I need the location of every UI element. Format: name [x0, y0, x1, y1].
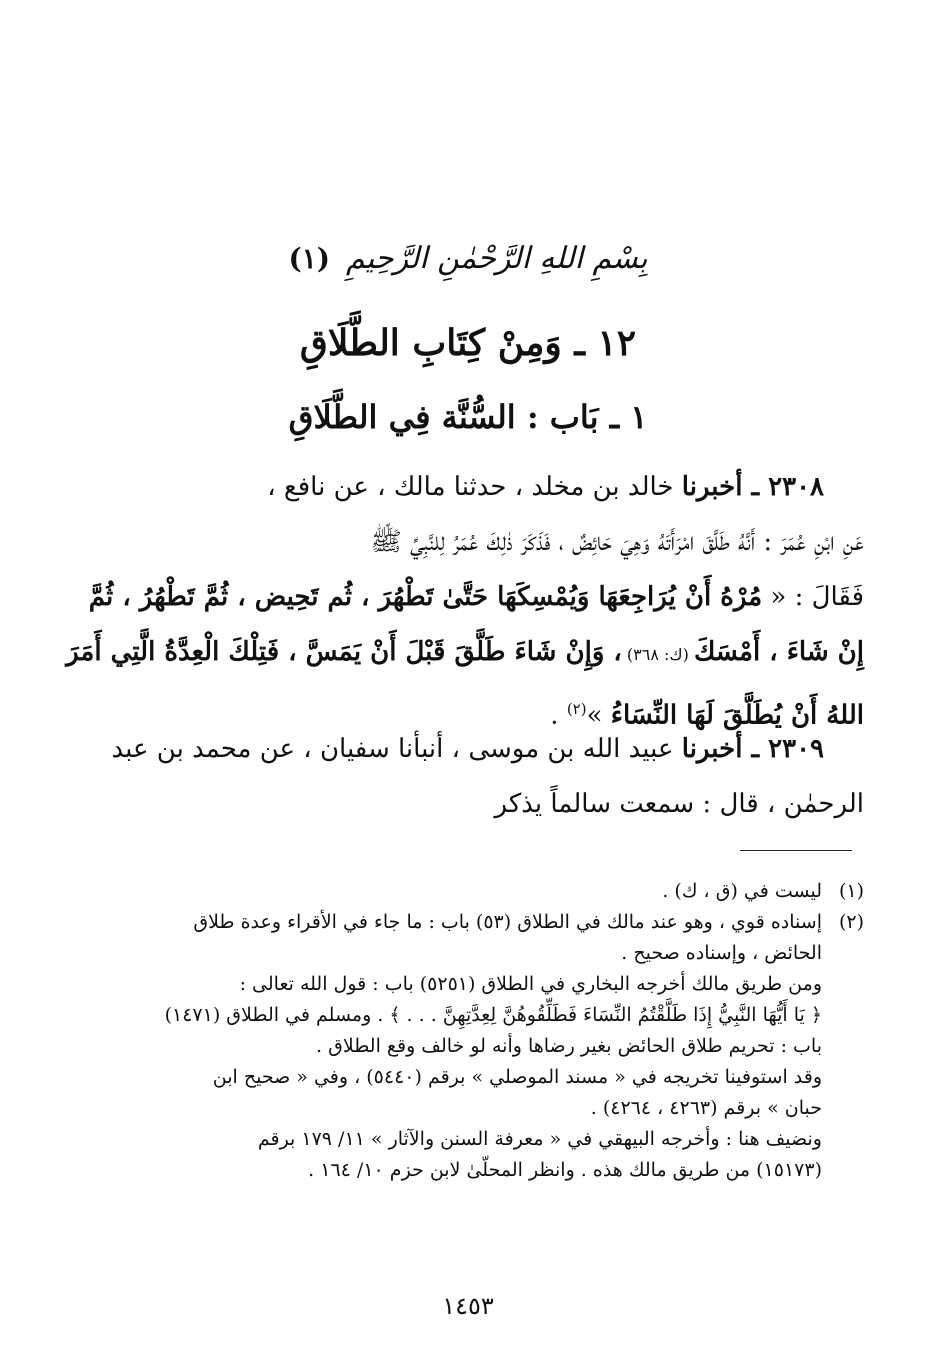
footnote-2-line: إسناده قوي ، وهو عند مالك في الطلاق (٥٣) باب : ما جاء في الأقراء وعدة طلاق	[193, 911, 822, 933]
hadith-2308-line-3	[72, 570, 864, 625]
footnote-2-body	[86, 907, 822, 1186]
footnote-2-line: الحائض ، وإسناده صحيح .	[621, 942, 822, 964]
footnote-separator	[740, 850, 852, 851]
hadith-2308-line-5-end: »	[586, 700, 611, 731]
hadith-2308-line-3-start: فَقَالَ : «	[762, 582, 864, 612]
hadith-2308-line-5-tail: .	[550, 700, 567, 731]
hadith-2308-chain: خالد بن مخلد ، حدثنا مالك ، عن نافع ،	[267, 472, 682, 502]
basmala-header	[0, 228, 936, 288]
hadith-2308-line-4	[66, 625, 864, 682]
hadith-2309-number: ٢٣٠٩ ـ أخبرنا	[681, 734, 824, 764]
footnote-1-number: (١)	[838, 880, 864, 902]
hadith-2308-line-1	[72, 460, 864, 515]
hadith-2309-line-2: الرحمٰن ، قال : سمعت سالماً يذكر	[494, 789, 864, 819]
hadith-2308-line-5-matn: اللهُ أَنْ يُطَلَّقَ لَهَا النِّسَاءُ	[610, 700, 864, 731]
hadith-2308-line-3-matn: مُرْهُ أَنْ يُرَاجِعَهَا وَيُمْسِكَهَا حَتَّىٰ تَطْهُرَ ، ثُم تَحِيض ، ثُمَّ تَطْهُرُ ، ثُمَّ	[88, 582, 763, 612]
footnote-1-text: ليست في (ق ، ك) .	[662, 880, 822, 902]
footnote-2-line: ونضيف هنا : وأخرجه البيهقي في « معرفة السنن والآثار » ١١/ ١٧٩ برقم	[257, 1128, 822, 1150]
hadith-2309	[72, 722, 864, 832]
page-number: ١٤٥٣	[442, 1292, 494, 1320]
footnote-2	[86, 907, 864, 1186]
footnote-1	[86, 876, 864, 907]
basmala-text: بِسْمِ اللهِ الرَّحْمٰنِ الرَّحِيمِ	[346, 240, 648, 276]
hadith-2308	[66, 460, 864, 744]
footnote-2-line: (١٥١٧٣) من طريق مالك هذه . وانظر المحلّىٰ لابن حزم ١٠/ ١٦٤ .	[308, 1159, 822, 1181]
hadith-2308-manuscript-note: (ك: ٣٦٨)	[621, 645, 694, 664]
chapter-title: ١٢ ـ وَمِنْ كِتَابِ الطَّلَاقِ	[299, 322, 637, 364]
footnote-2-line: باب : تحريم طلاق الحائض بغير رضاها وأنه لو خالف وقع الطلاق .	[316, 1035, 822, 1057]
basmala-footnote-marker: (١)	[288, 241, 331, 275]
footnote-2-line: حبان » برقم (٤٢٦٣ ، ٤٢٦٤) .	[590, 1097, 822, 1119]
hadith-2308-line-2: عَنِ ابْنِ عُمَرَ : أَنَّهُ طَلَّقَ امْرَأَتَهُ وَهِيَ حَائِضٌ ، فَذَكَرَ ذٰلِكَ عُمَرُ لِلنَّبِيِّ ﷺ	[370, 527, 864, 557]
hadith-2309-chain: عبيد الله بن موسى ، أنبأنا سفيان ، عن محمد بن عبد	[111, 734, 682, 764]
hadith-2309-line-1	[72, 722, 864, 777]
footnotes	[86, 876, 864, 1186]
hadith-2308-line-4-matn-a: إِنْ شَاءَ ، أَمْسَكَ	[693, 637, 864, 667]
section-title: ١ ـ بَاب : السُّنَّة فِي الطَّلَاقِ	[288, 398, 648, 436]
footnote-2-line: ومن طريق مالك أخرجه البخاري في الطلاق (٥٢٥١) باب : قول الله تعالى :	[239, 973, 822, 995]
footnote-2-number: (٢)	[838, 911, 864, 933]
footnote-2-quran-line: ﴿ يَا أَيُّهَا النَّبِيُّ إِذَا طَلَّقْتُمُ النِّسَاءَ فَطَلِّقُوهُنَّ لِعِدَّتِهِنَّ . . . ﴾ . ومسلم في الطلاق (١٤٧١)	[164, 1004, 822, 1026]
footnote-2-line: وقد استوفينا تخريجه في « مسند الموصلي » برقم (٥٤٤٠) ، وفي « صحيح ابن	[212, 1066, 822, 1088]
footnote-ref-2: (٢)	[566, 700, 587, 718]
hadith-2308-line-4-matn-b: ، وَإِنْ شَاءَ طَلَّقَ قَبْلَ أَنْ يَمَسَّ ، فَتِلْكَ الْعِدَّةُ الَّتِي أَمَرَ	[66, 637, 622, 667]
hadith-2308-number: ٢٣٠٨ ـ أخبرنا	[681, 472, 824, 502]
